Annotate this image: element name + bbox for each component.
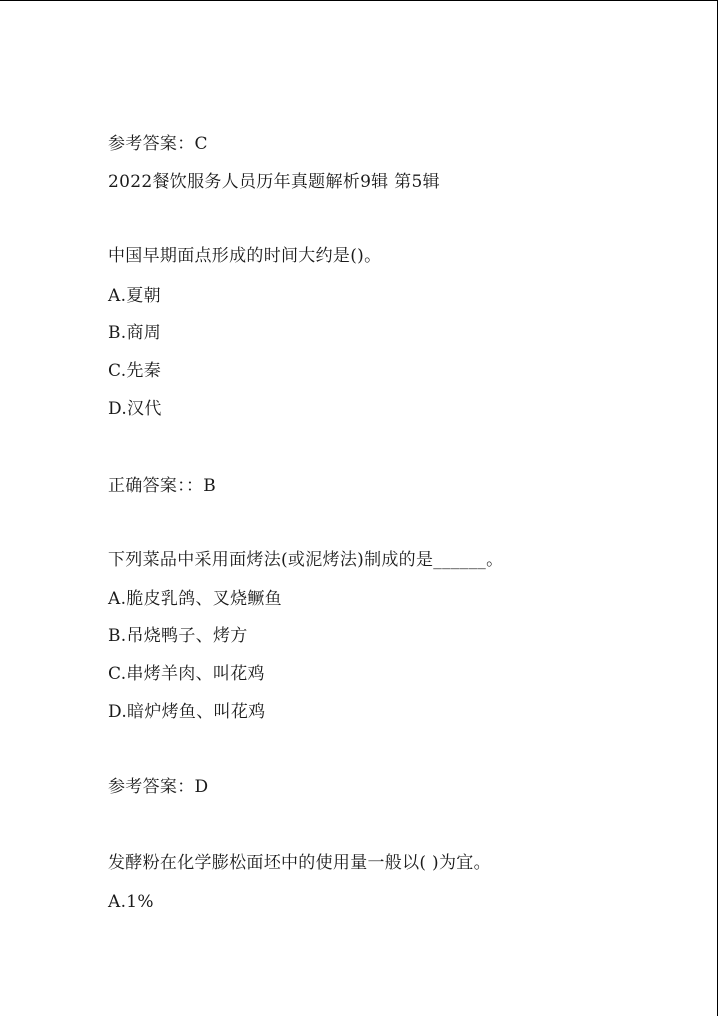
question-1-option-b: B.商周	[108, 323, 162, 343]
question-2-option-d: D.暗炉烤鱼、叫花鸡	[108, 702, 266, 722]
question-2-option-c: C.串烤羊肉、叫花鸡	[108, 664, 265, 684]
reference-answer-1: 参考答案：C	[108, 134, 208, 154]
question-2: 下列菜品中采用面烤法(或泥烤法)制成的是______。	[108, 550, 504, 570]
question-1-option-c: C.先秦	[108, 361, 162, 381]
correct-answer-1: 正确答案：：B	[108, 476, 217, 496]
question-1-option-a: A.夏朝	[108, 286, 161, 306]
question-3: 发酵粉在化学膨松面坯中的使用量一般以( )为宜。	[108, 853, 491, 873]
question-2-option-b: B.吊烧鸭子、烤方	[108, 626, 248, 646]
question-1-option-d: D.汉代	[108, 399, 162, 419]
section-heading: 2022餐饮服务人员历年真题解析9辑 第5辑	[108, 172, 440, 192]
question-2-option-a: A.脆皮乳鸽、叉烧鳜鱼	[108, 589, 282, 609]
reference-answer-2: 参考答案：D	[108, 777, 209, 797]
question-3-option-a: A.1%	[108, 892, 154, 912]
question-1: 中国早期面点形成的时间大约是()。	[108, 246, 382, 266]
